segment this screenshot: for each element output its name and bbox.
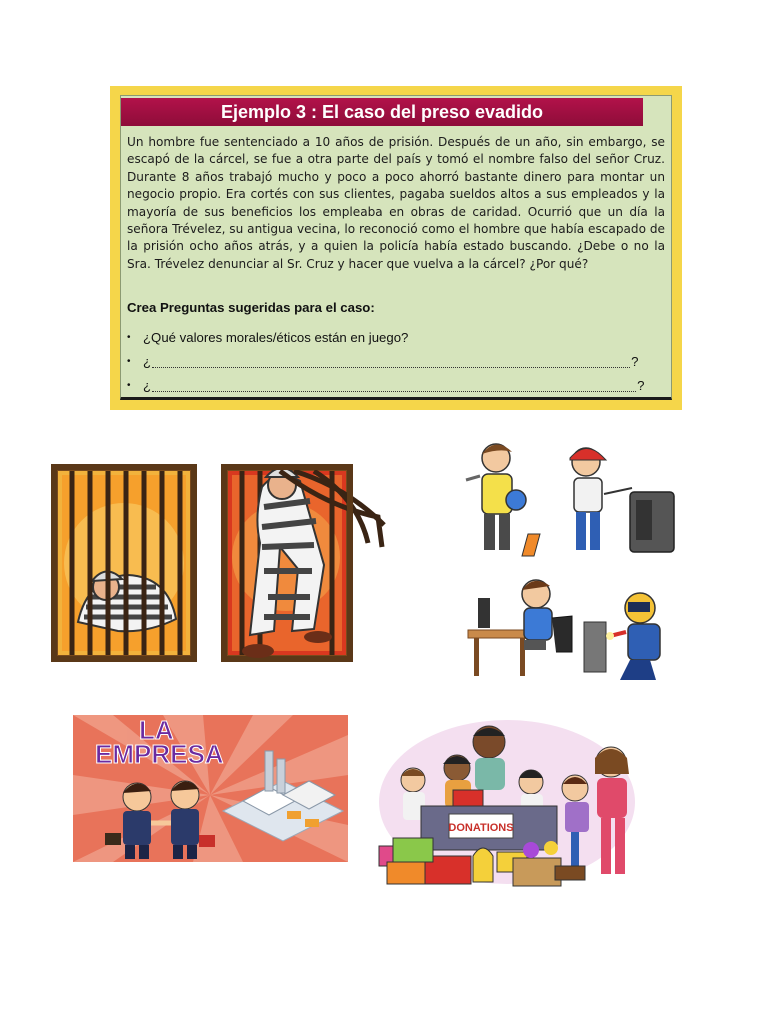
empresa-illustration xyxy=(73,715,348,862)
case-text: Un hombre fue sentenciado a 10 años de prisión. Después de un año, sin embargo, se escapó de la cárcel, se fue a otra parte del país y tomó el nombre falso del señor Cruz. Durante 8 años trabajó mucho y poco a poco ahorró bastante dinero para montar un negocio propio. Era cortés con sus clientes, pagaba sueldos altos a sus empleados y la mayoría de sus beneficios los empleaba en obras de caridad. Ocurrió que un día la señora Trévelez, su antigua vecina, lo reconoció como el hombre que había escapado de la prisión ocho años atrás, y a quien la policía había estado buscando. ¿Debe o no la Sra. Trévelez denunciar al Sr. Cruz y hacer que vuelva a la cárcel? ¿Por qué? xyxy=(127,135,665,271)
builder-figure xyxy=(466,444,540,556)
blank-line xyxy=(152,356,630,368)
questions-heading: Crea Preguntas sugeridas para el caso: xyxy=(127,300,375,315)
question-open-mark: ¿ xyxy=(143,354,152,369)
donations-sign: DONATIONS xyxy=(448,822,514,834)
question-open-mark: ¿ xyxy=(143,378,152,393)
mechanic-figure xyxy=(570,448,674,552)
prison-escape-illustration xyxy=(28,447,398,682)
bullet: • xyxy=(127,380,131,391)
workers-drawing xyxy=(460,436,696,686)
cell-left xyxy=(54,467,194,659)
empresa-title-line2: EMPRESA xyxy=(95,739,224,769)
question-item xyxy=(127,352,647,376)
cell-right xyxy=(224,467,384,659)
blank-line xyxy=(152,380,636,392)
empresa-title-line1: LA xyxy=(139,715,174,745)
question-list xyxy=(127,328,647,400)
title-bar-gap xyxy=(643,98,671,126)
question-item xyxy=(127,328,647,352)
bullet: • xyxy=(127,332,131,343)
office-worker-figure xyxy=(468,580,572,676)
question-close-mark: ? xyxy=(631,354,639,369)
workers-illustration xyxy=(460,436,696,686)
welder-figure xyxy=(584,593,660,680)
bullet: • xyxy=(127,356,131,367)
case-title: Ejemplo 3 : El caso del preso evadido xyxy=(121,98,643,126)
question-close-mark: ? xyxy=(637,378,645,393)
donations-drawing xyxy=(375,714,639,890)
case-card xyxy=(110,86,682,410)
donations-illustration xyxy=(375,714,639,890)
question-text: ¿Qué valores morales/éticos están en juego? xyxy=(143,330,409,345)
empresa-drawing xyxy=(73,715,348,862)
case-card-inner xyxy=(120,95,672,400)
prison-drawing xyxy=(28,447,398,682)
question-item xyxy=(127,376,647,400)
